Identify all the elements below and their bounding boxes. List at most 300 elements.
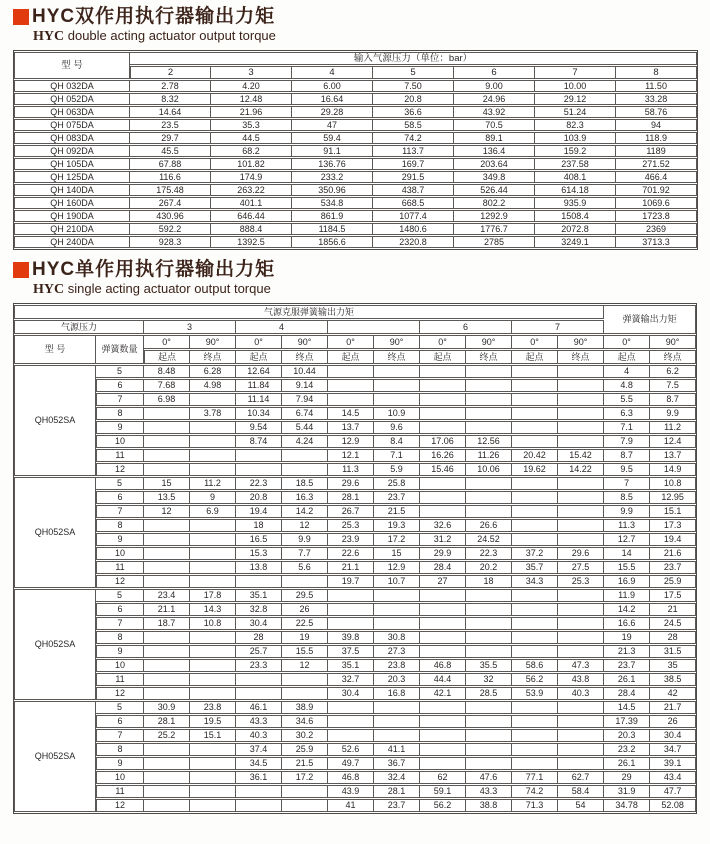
torque-value-cell [144, 673, 190, 686]
torque-value-cell: 15.1 [650, 505, 696, 518]
double-acting-table [13, 50, 698, 250]
torque-value-cell: 7.7 [282, 547, 328, 560]
torque-value-cell: 12.9 [328, 435, 374, 448]
torque-value-cell: 534.8 [292, 197, 373, 209]
table-row [14, 93, 697, 105]
torque-value-cell: 43.9 [328, 785, 374, 798]
torque-value-cell: 43.4 [650, 771, 696, 784]
torque-value-cell: 28 [236, 631, 282, 644]
torque-value-cell: 3249.1 [535, 236, 616, 248]
torque-value-cell [328, 715, 374, 728]
table-row [14, 80, 697, 92]
torque-value-cell [144, 631, 190, 644]
torque-value-cell: 89.1 [454, 132, 535, 144]
torque-value-cell: 7.1 [374, 449, 420, 462]
torque-value-cell [466, 393, 512, 406]
torque-value-cell: 21.6 [650, 547, 696, 560]
torque-value-cell [328, 365, 374, 378]
torque-value-cell [190, 631, 236, 644]
torque-value-cell [420, 631, 466, 644]
torque-value-cell: 34.6 [282, 715, 328, 728]
table-header-row [14, 52, 697, 65]
torque-value-cell: 4.24 [282, 435, 328, 448]
table-row [14, 379, 696, 392]
torque-value-cell: 4.98 [190, 379, 236, 392]
torque-value-cell: 43.3 [466, 785, 512, 798]
torque-value-cell [190, 533, 236, 546]
torque-value-cell [190, 785, 236, 798]
spring-count-cell: 10 [96, 435, 144, 448]
torque-value-cell: 47.7 [650, 785, 696, 798]
torque-value-cell: 40.3 [236, 729, 282, 742]
torque-value-cell: 34.78 [604, 799, 650, 812]
torque-value-cell [282, 673, 328, 686]
torque-value-cell: 12.56 [466, 435, 512, 448]
torque-value-cell: 19.3 [374, 519, 420, 532]
torque-value-cell: 466.4 [616, 171, 697, 183]
torque-value-cell [236, 449, 282, 462]
torque-value-cell [558, 491, 604, 504]
torque-value-cell: 23.8 [190, 701, 236, 714]
torque-value-cell: 49.7 [328, 757, 374, 770]
spring-count-cell: 10 [96, 547, 144, 560]
torque-value-cell: 74.2 [373, 132, 454, 144]
torque-value-cell [190, 561, 236, 574]
model-cell: QH052SA [14, 365, 96, 476]
torque-value-cell: 14.64 [130, 106, 211, 118]
model-cell: QH 160DA [14, 197, 130, 209]
torque-value-cell [144, 687, 190, 700]
torque-value-cell: 38.9 [282, 701, 328, 714]
torque-value-cell: 8.7 [604, 449, 650, 462]
table-row [14, 171, 697, 183]
table-row [14, 715, 696, 728]
torque-value-cell: 3.78 [190, 407, 236, 420]
torque-value-cell: 26 [282, 603, 328, 616]
torque-value-cell: 33.28 [616, 93, 697, 105]
torque-value-cell [466, 729, 512, 742]
section-title-en-rest: double acting actuator output torque [64, 28, 276, 43]
torque-value-cell: 19.4 [236, 505, 282, 518]
table-row [14, 645, 696, 658]
brand-text: HYC [33, 29, 65, 44]
point-header-cell: 起点 [236, 350, 282, 364]
torque-value-cell [512, 701, 558, 714]
torque-value-cell: 23.8 [374, 659, 420, 672]
pressure-header-cell: 8 [616, 66, 697, 79]
section-title-en [33, 281, 697, 298]
torque-value-cell: 59.1 [420, 785, 466, 798]
torque-value-cell: 9.6 [374, 421, 420, 434]
section-title-zh: HYC单作用执行器输出力矩 [32, 259, 276, 280]
torque-value-cell: 4.8 [604, 379, 650, 392]
torque-value-cell: 888.4 [211, 223, 292, 235]
pressure-header-cell: 7 [535, 66, 616, 79]
section-title-zh: HYC双作用执行器输出力矩 [32, 6, 276, 27]
torque-value-cell: 38.5 [650, 673, 696, 686]
torque-value-cell: 28.1 [328, 491, 374, 504]
torque-value-cell: 8.5 [604, 491, 650, 504]
torque-value-cell [512, 407, 558, 420]
torque-value-cell: 6.98 [144, 393, 190, 406]
torque-value-cell [144, 757, 190, 770]
torque-value-cell [558, 435, 604, 448]
torque-value-cell: 8.48 [144, 365, 190, 378]
torque-value-cell: 10.8 [650, 477, 696, 490]
table-row [14, 547, 696, 560]
torque-value-cell [328, 589, 374, 602]
table-row [14, 491, 696, 504]
torque-value-cell [190, 435, 236, 448]
torque-value-cell: 2072.8 [535, 223, 616, 235]
torque-value-cell: 47.6 [466, 771, 512, 784]
torque-value-cell: 31.2 [420, 533, 466, 546]
torque-value-cell: 9.54 [236, 421, 282, 434]
table-row [14, 106, 697, 118]
table-row [14, 223, 697, 235]
torque-value-cell: 430.96 [130, 210, 211, 222]
torque-value-cell: 11.3 [328, 463, 374, 476]
torque-value-cell: 24.5 [650, 617, 696, 630]
torque-value-cell: 71.3 [512, 799, 558, 812]
torque-value-cell: 118.9 [616, 132, 697, 144]
torque-value-cell: 24.96 [454, 93, 535, 105]
table-row [14, 561, 696, 574]
torque-value-cell: 14.22 [558, 463, 604, 476]
torque-value-cell: 36.6 [373, 106, 454, 118]
angle-header-cell: 90° [558, 335, 604, 349]
model-cell: QH 210DA [14, 223, 130, 235]
torque-value-cell: 408.1 [535, 171, 616, 183]
torque-value-cell: 10.06 [466, 463, 512, 476]
torque-value-cell: 1077.4 [373, 210, 454, 222]
red-square-bullet-icon [13, 9, 29, 25]
torque-value-cell: 27.5 [558, 561, 604, 574]
torque-value-cell: 44.4 [420, 673, 466, 686]
torque-value-cell: 30.8 [374, 631, 420, 644]
torque-value-cell: 29.9 [420, 547, 466, 560]
torque-value-cell: 28.1 [144, 715, 190, 728]
torque-value-cell: 16.5 [236, 533, 282, 546]
pressure-groups-row [14, 320, 696, 334]
torque-value-cell [420, 491, 466, 504]
torque-value-cell: 35.1 [328, 659, 374, 672]
spring-count-cell: 5 [96, 701, 144, 714]
torque-value-cell: 928.3 [130, 236, 211, 248]
torque-value-cell [374, 729, 420, 742]
torque-value-cell: 1184.5 [292, 223, 373, 235]
torque-value-cell [420, 379, 466, 392]
torque-value-cell [190, 393, 236, 406]
torque-value-cell [558, 603, 604, 616]
spring-count-cell: 10 [96, 659, 144, 672]
torque-value-cell: 17.8 [190, 589, 236, 602]
torque-value-cell: 29.6 [558, 547, 604, 560]
torque-value-cell [466, 603, 512, 616]
torque-value-cell: 6.28 [190, 365, 236, 378]
spring-count-cell: 8 [96, 407, 144, 420]
brand-text: HYC [33, 282, 65, 297]
torque-value-cell: 45.5 [130, 145, 211, 157]
spring-count-cell: 12 [96, 575, 144, 588]
torque-value-cell: 54 [558, 799, 604, 812]
spring-count-cell: 12 [96, 799, 144, 812]
torque-value-cell: 11.50 [616, 80, 697, 92]
torque-value-cell [374, 715, 420, 728]
torque-value-cell: 9 [190, 491, 236, 504]
torque-value-cell: 29.28 [292, 106, 373, 118]
torque-value-cell [512, 757, 558, 770]
torque-value-cell [144, 645, 190, 658]
torque-value-cell: 26.1 [604, 757, 650, 770]
torque-value-cell: 20.3 [374, 673, 420, 686]
torque-value-cell: 26.1 [604, 673, 650, 686]
torque-value-cell: 12 [282, 519, 328, 532]
section-single-acting-header [13, 259, 697, 298]
torque-value-cell: 16.6 [604, 617, 650, 630]
torque-value-cell [190, 421, 236, 434]
torque-value-cell: 18 [466, 575, 512, 588]
torque-value-cell [420, 505, 466, 518]
spring-count-cell: 6 [96, 379, 144, 392]
torque-value-cell: 28.4 [604, 687, 650, 700]
model-cell: QH052SA [14, 477, 96, 588]
torque-value-cell: 4.20 [211, 80, 292, 92]
spring-count-cell: 11 [96, 673, 144, 686]
torque-value-cell: 44.5 [211, 132, 292, 144]
torque-value-cell: 8.74 [236, 435, 282, 448]
torque-value-cell [282, 449, 328, 462]
torque-value-cell [144, 771, 190, 784]
torque-value-cell [466, 701, 512, 714]
torque-value-cell: 19.5 [190, 715, 236, 728]
torque-value-cell: 29.12 [535, 93, 616, 105]
torque-value-cell [512, 477, 558, 490]
torque-value-cell: 23.7 [604, 659, 650, 672]
torque-value-cell [190, 519, 236, 532]
torque-value-cell: 47 [292, 119, 373, 131]
torque-value-cell: 12.9 [374, 561, 420, 574]
point-header-cell: 终点 [374, 350, 420, 364]
torque-value-cell: 62 [420, 771, 466, 784]
torque-value-cell [512, 519, 558, 532]
pressure-group-cell: 3 [144, 320, 236, 334]
torque-value-cell: 23.7 [374, 799, 420, 812]
angle-header-cell: 90° [650, 335, 696, 349]
table-row [14, 701, 696, 714]
table-row [14, 659, 696, 672]
torque-value-cell: 30.4 [650, 729, 696, 742]
torque-value-cell: 17.5 [650, 589, 696, 602]
torque-value-cell [190, 687, 236, 700]
torque-value-cell: 237.58 [535, 158, 616, 170]
torque-value-cell: 7.9 [604, 435, 650, 448]
torque-value-cell: 350.96 [292, 184, 373, 196]
pressure-header-cell: 5 [373, 66, 454, 79]
torque-value-cell: 29.7 [130, 132, 211, 144]
torque-value-cell: 32.6 [420, 519, 466, 532]
torque-value-cell [328, 603, 374, 616]
torque-value-cell: 25.3 [558, 575, 604, 588]
torque-value-cell: 14.2 [604, 603, 650, 616]
pressure-group-cell: 7 [512, 320, 604, 334]
torque-value-cell: 136.4 [454, 145, 535, 157]
torque-value-cell: 1480.6 [373, 223, 454, 235]
model-cell: QH 052DA [14, 93, 130, 105]
torque-value-cell: 29.6 [328, 477, 374, 490]
torque-value-cell: 668.5 [373, 197, 454, 209]
torque-value-cell: 233.2 [292, 171, 373, 183]
torque-value-cell: 935.9 [535, 197, 616, 209]
spring-count-cell: 11 [96, 785, 144, 798]
torque-value-cell: 51.24 [535, 106, 616, 118]
torque-value-cell: 15.3 [236, 547, 282, 560]
model-cell: QH 092DA [14, 145, 130, 157]
torque-value-cell [466, 407, 512, 420]
spring-count-cell: 8 [96, 743, 144, 756]
torque-value-cell [144, 421, 190, 434]
torque-value-cell: 267.4 [130, 197, 211, 209]
torque-value-cell: 20.42 [512, 449, 558, 462]
torque-value-cell [190, 673, 236, 686]
torque-value-cell [558, 729, 604, 742]
torque-value-cell: 25.2 [144, 729, 190, 742]
table-row [14, 393, 696, 406]
torque-value-cell: 91.1 [292, 145, 373, 157]
torque-value-cell: 10.00 [535, 80, 616, 92]
point-header-cell: 终点 [558, 350, 604, 364]
torque-value-cell [512, 631, 558, 644]
torque-value-cell: 21.1 [144, 603, 190, 616]
table-row [14, 407, 696, 420]
torque-value-cell [190, 645, 236, 658]
torque-value-cell: 2785 [454, 236, 535, 248]
point-header-cell: 终点 [190, 350, 236, 364]
torque-value-cell [374, 365, 420, 378]
torque-value-cell: 32.7 [328, 673, 374, 686]
torque-value-cell: 22.5 [282, 617, 328, 630]
spring-count-cell: 8 [96, 519, 144, 532]
torque-value-cell: 20.2 [466, 561, 512, 574]
torque-value-cell: 11.2 [190, 477, 236, 490]
torque-value-cell: 8.7 [650, 393, 696, 406]
torque-value-cell: 592.2 [130, 223, 211, 235]
table-row [14, 575, 696, 588]
torque-value-cell [144, 463, 190, 476]
torque-value-cell: 43.92 [454, 106, 535, 118]
torque-value-cell: 15 [374, 547, 420, 560]
torque-value-cell [466, 365, 512, 378]
torque-value-cell: 70.5 [454, 119, 535, 131]
torque-value-cell [558, 477, 604, 490]
table-row [14, 533, 696, 546]
torque-value-cell [512, 491, 558, 504]
torque-value-cell: 21.96 [211, 106, 292, 118]
torque-value-cell: 20.8 [236, 491, 282, 504]
torque-value-cell: 22.6 [328, 547, 374, 560]
torque-value-cell: 11.2 [650, 421, 696, 434]
torque-value-cell: 15.5 [282, 645, 328, 658]
pressure-header-cell: 6 [454, 66, 535, 79]
torque-value-cell: 401.1 [211, 197, 292, 209]
torque-value-cell: 6.2 [650, 365, 696, 378]
spring-count-cell: 12 [96, 687, 144, 700]
torque-value-cell [420, 757, 466, 770]
torque-value-cell: 14.9 [650, 463, 696, 476]
pressure-header-cell: 2 [130, 66, 211, 79]
torque-value-cell: 291.5 [373, 171, 454, 183]
torque-value-cell: 46.8 [328, 771, 374, 784]
torque-value-cell: 30.9 [144, 701, 190, 714]
angle-header-cell: 0° [328, 335, 374, 349]
torque-value-cell: 58.4 [558, 785, 604, 798]
torque-value-cell: 614.18 [535, 184, 616, 196]
torque-value-cell: 34.5 [236, 757, 282, 770]
model-cell: QH052SA [14, 589, 96, 700]
torque-value-cell: 15 [144, 477, 190, 490]
spring-count-cell: 9 [96, 757, 144, 770]
table-row [14, 145, 697, 157]
torque-value-cell: 116.6 [130, 171, 211, 183]
torque-value-cell: 12.48 [211, 93, 292, 105]
torque-value-cell: 58.5 [373, 119, 454, 131]
model-cell: QH 063DA [14, 106, 130, 118]
torque-value-cell: 13.7 [328, 421, 374, 434]
torque-value-cell [558, 617, 604, 630]
torque-value-cell: 2320.8 [373, 236, 454, 248]
table-row [14, 435, 696, 448]
torque-value-cell [144, 575, 190, 588]
table-row [14, 785, 696, 798]
angle-header-cell: 90° [282, 335, 328, 349]
model-column-header: 型 号 [14, 52, 130, 79]
torque-value-cell: 1508.4 [535, 210, 616, 222]
pressure-group-cell [328, 320, 420, 334]
torque-value-cell [466, 505, 512, 518]
torque-value-cell [420, 365, 466, 378]
torque-value-cell [144, 519, 190, 532]
torque-value-cell: 29 [604, 771, 650, 784]
spring-count-cell: 7 [96, 393, 144, 406]
torque-value-cell [466, 379, 512, 392]
torque-value-cell: 438.7 [373, 184, 454, 196]
torque-value-cell: 25.7 [236, 645, 282, 658]
torque-value-cell: 30.2 [282, 729, 328, 742]
point-header-cell: 终点 [650, 350, 696, 364]
torque-value-cell: 77.1 [512, 771, 558, 784]
torque-value-cell [282, 687, 328, 700]
torque-value-cell: 1723.8 [616, 210, 697, 222]
torque-value-cell: 2.78 [130, 80, 211, 92]
point-header-cell: 起点 [144, 350, 190, 364]
torque-value-cell [144, 659, 190, 672]
torque-value-cell: 25.9 [650, 575, 696, 588]
torque-value-cell: 26 [650, 715, 696, 728]
spring-count-cell: 9 [96, 421, 144, 434]
spring-count-cell: 7 [96, 729, 144, 742]
model-cell: QH 125DA [14, 171, 130, 183]
torque-value-cell: 10.44 [282, 365, 328, 378]
table-row [14, 771, 696, 784]
torque-value-cell [512, 603, 558, 616]
torque-value-cell [190, 799, 236, 812]
torque-value-cell [466, 477, 512, 490]
torque-value-cell [420, 393, 466, 406]
torque-value-cell: 23.2 [604, 743, 650, 756]
torque-value-cell: 58.6 [512, 659, 558, 672]
table-row [14, 421, 696, 434]
torque-value-cell [558, 421, 604, 434]
